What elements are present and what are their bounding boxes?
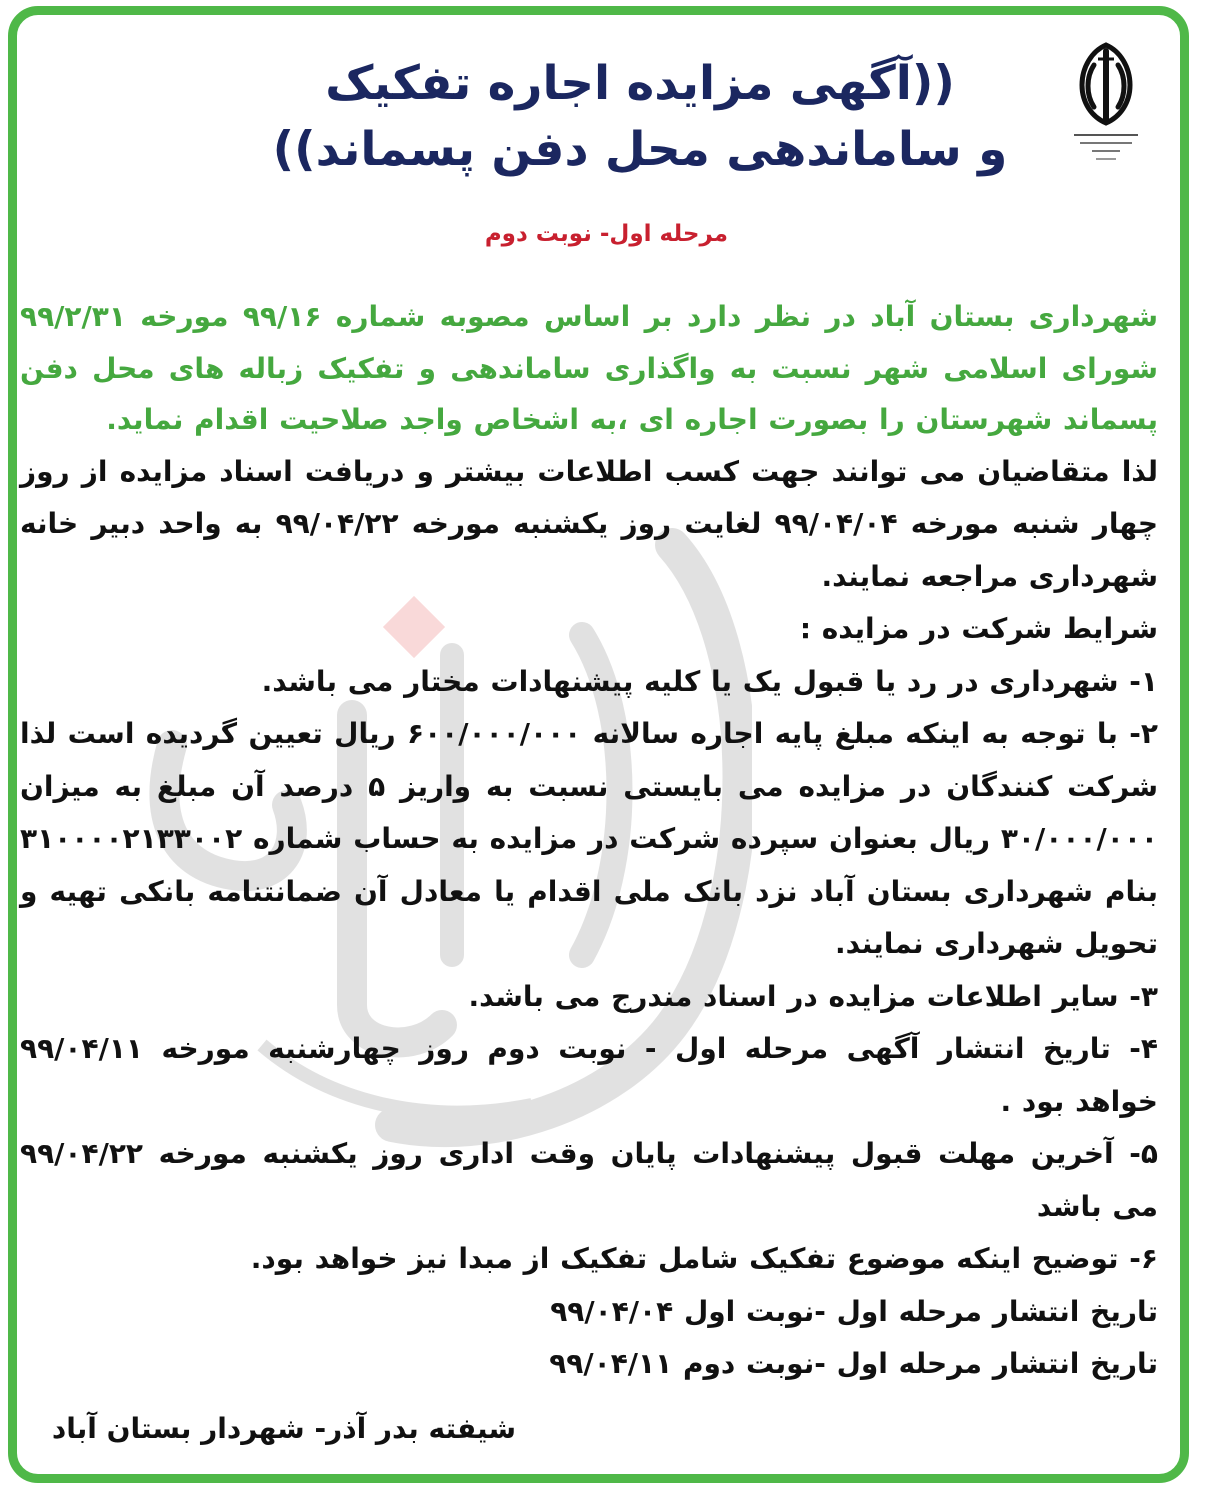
publication-date: تاریخ انتشار مرحله اول -نوبت اول ۹۹/۰۴/۰۴: [550, 1294, 1158, 1328]
condition-item: ۲- با توجه به اینکه مبلغ پایه اجاره سالانه ۶۰۰/۰۰۰/۰۰۰ ریال تعیین گردیده است لذا شرکت کنندگان در مزایده می بایستی نسبت به واریز ۵ درصد آن مبلغ به میزان ۳۰/۰۰۰/۰۰۰ ریال بعنوان سپرده شرکت در مزایده به حساب شماره ۳۱۰۰۰۰۲۱۳۳۰۰۲ بنام شهرداری بستان آباد نزد بانک ملی اقدام یا معادل آن ضمانتنامه بانکی تهیه و تحویل شهرداری نمایند.: [20, 717, 1158, 960]
condition-item: ۴- تاریخ انتشار آگهی مرحله اول - نوبت دوم روز چهارشنبه مورخه ۹۹/۰۴/۱۱ خواهد بود .: [20, 1032, 1158, 1118]
stage-label: مرحله اول- نوبت دوم: [484, 221, 728, 247]
title-line-2: و ساماندهی محل دفن پسماند)): [272, 122, 1008, 177]
signature: شیفته بدر آذر- شهردار بستان آباد: [51, 1412, 516, 1445]
condition-item: ۶- توضیح اینکه موضوع تفکیک شامل تفکیک از مبدا نیز خواهد بود.: [250, 1242, 1158, 1275]
applicants-paragraph: لذا متقاضیان می توانند جهت کسب اطلاعات بیشتر و دریافت اسناد مزایده از روز چهار شنبه مورخه ۹۹/۰۴/۰۴ لغایت روز یکشنبه مورخه ۹۹/۰۴/۲۲ به واحد دبیر خانه شهرداری مراجعه نمایند.: [20, 454, 1158, 593]
title-line-1: ((آگهی مزایده اجاره تفکیک: [325, 56, 955, 111]
notice-body: [20, 291, 1158, 1390]
condition-item: ۵- آخرین مهلت قبول پیشنهادات پایان وقت اداری روز یکشنبه مورخه ۹۹/۰۴/۲۲ می باشد: [20, 1137, 1158, 1223]
condition-item: ۳- سایر اطلاعات مزایده در اسناد مندرج می باشد.: [468, 979, 1158, 1013]
publication-date: تاریخ انتشار مرحله اول -نوبت دوم ۹۹/۰۴/۱۱: [549, 1346, 1158, 1380]
conditions-heading: شرایط شرکت در مزایده :: [799, 612, 1158, 645]
condition-item: ۱- شهرداری در رد یا قبول یک یا کلیه پیشنهادات مختار می باشد.: [261, 664, 1158, 698]
iran-emblem-icon: [1058, 37, 1154, 167]
intro-paragraph: شهرداری بستان آباد در نظر دارد بر اساس مصوبه شماره ۹۹/۱۶ مورخه ۹۹/۲/۳۱ شورای اسلامی شهر نسبت به واگذاری ساماندهی و تفکیک زباله های محل دفن پسماند شهرستان را بصورت اجاره ای ،به اشخاص واجد صلاحیت اقدام نماید.: [20, 300, 1158, 436]
notice-title: [220, 51, 1060, 183]
notice-frame: [8, 6, 1189, 1483]
